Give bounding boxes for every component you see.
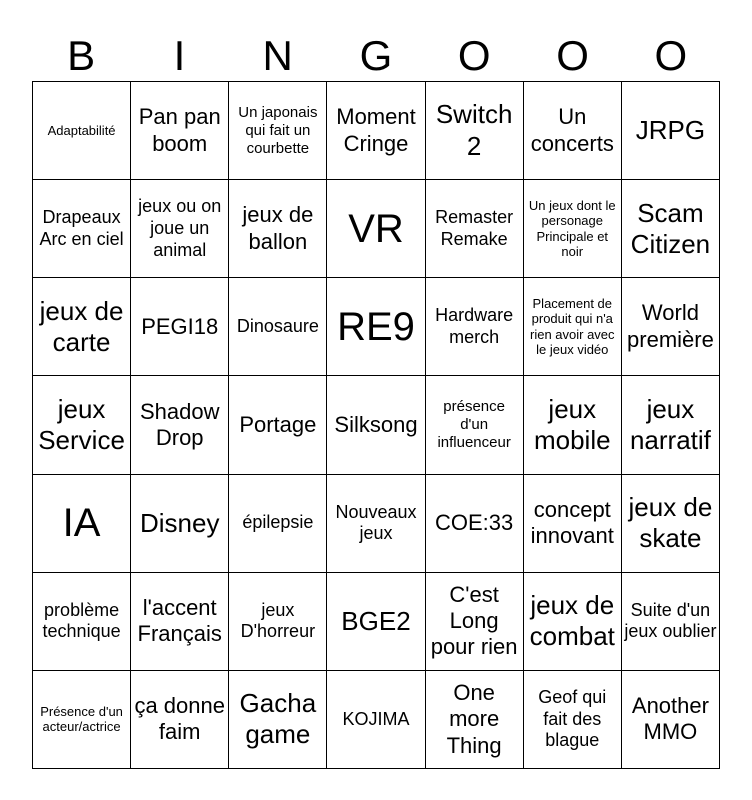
bingo-cell[interactable]: Un concerts	[524, 82, 622, 180]
bingo-cell[interactable]: Hardware merch	[426, 278, 524, 376]
bingo-cell[interactable]: Moment Cringe	[327, 82, 425, 180]
bingo-cell[interactable]: jeux de carte	[33, 278, 131, 376]
bingo-cell[interactable]: Adaptabilité	[33, 82, 131, 180]
bingo-cell[interactable]: Remaster Remake	[426, 180, 524, 278]
bingo-cell[interactable]: World première	[622, 278, 720, 376]
bingo-cell[interactable]: Drapeaux Arc en ciel	[33, 180, 131, 278]
bingo-cell[interactable]: l'accent Français	[131, 573, 229, 671]
bingo-cell[interactable]: épilepsie	[229, 475, 327, 573]
bingo-cell[interactable]: Suite d'un jeux oublier	[622, 573, 720, 671]
bingo-cell[interactable]: jeux de combat	[524, 573, 622, 671]
bingo-cell[interactable]: Pan pan boom	[131, 82, 229, 180]
header-letter: G	[359, 32, 393, 79]
bingo-cell[interactable]: C'est Long pour rien	[426, 573, 524, 671]
bingo-cell[interactable]: Scam Citizen	[622, 180, 720, 278]
bingo-cell[interactable]: concept innovant	[524, 475, 622, 573]
header-letter: N	[262, 32, 293, 79]
bingo-cell[interactable]: Switch 2	[426, 82, 524, 180]
bingo-cell[interactable]: ça donne faim	[131, 671, 229, 769]
bingo-cell[interactable]: KOJIMA	[327, 671, 425, 769]
bingo-cell[interactable]: Disney	[131, 475, 229, 573]
header-letter: O	[457, 32, 491, 79]
bingo-cell[interactable]: jeux ou on joue un animal	[131, 180, 229, 278]
bingo-cell[interactable]: Dinosaure	[229, 278, 327, 376]
bingo-cell[interactable]: VR	[327, 180, 425, 278]
bingo-cell[interactable]: Présence d'un acteur/actrice	[33, 671, 131, 769]
bingo-cell[interactable]: jeux D'horreur	[229, 573, 327, 671]
bingo-cell[interactable]: RE9	[327, 278, 425, 376]
bingo-cell[interactable]: COE:33	[426, 475, 524, 573]
bingo-cell[interactable]: Nouveaux jeux	[327, 475, 425, 573]
bingo-grid	[32, 81, 720, 769]
header-letter: I	[173, 32, 186, 79]
bingo-header	[32, 30, 720, 82]
header-letter: B	[67, 32, 96, 79]
bingo-cell[interactable]: jeux Service	[33, 376, 131, 474]
bingo-cell[interactable]: IA	[33, 475, 131, 573]
bingo-cell[interactable]: jeux de skate	[622, 475, 720, 573]
bingo-cell[interactable]: présence d'un influenceur	[426, 376, 524, 474]
bingo-cell[interactable]: BGE2	[327, 573, 425, 671]
bingo-cell[interactable]: One more Thing	[426, 671, 524, 769]
bingo-cell[interactable]: Silksong	[327, 376, 425, 474]
bingo-cell[interactable]: JRPG	[622, 82, 720, 180]
bingo-cell[interactable]: jeux narratif	[622, 376, 720, 474]
bingo-cell[interactable]: jeux mobile	[524, 376, 622, 474]
bingo-cell[interactable]: Shadow Drop	[131, 376, 229, 474]
bingo-cell[interactable]: Portage	[229, 376, 327, 474]
bingo-cell[interactable]: Geof qui fait des blague	[524, 671, 622, 769]
bingo-cell[interactable]: Gacha game	[229, 671, 327, 769]
bingo-cell[interactable]: PEGI18	[131, 278, 229, 376]
bingo-cell[interactable]: problème technique	[33, 573, 131, 671]
bingo-cell[interactable]: Another MMO	[622, 671, 720, 769]
bingo-cell[interactable]: Un japonais qui fait un courbette	[229, 82, 327, 180]
bingo-cell[interactable]: jeux de ballon	[229, 180, 327, 278]
header-letter: O	[654, 32, 688, 79]
header-letter: O	[556, 32, 589, 79]
bingo-cell[interactable]: Placement de produit qui n'a rien avoir avec le jeux vidéo	[524, 278, 622, 376]
bingo-cell[interactable]: Un jeux dont le personage Principale et noir	[524, 180, 622, 278]
